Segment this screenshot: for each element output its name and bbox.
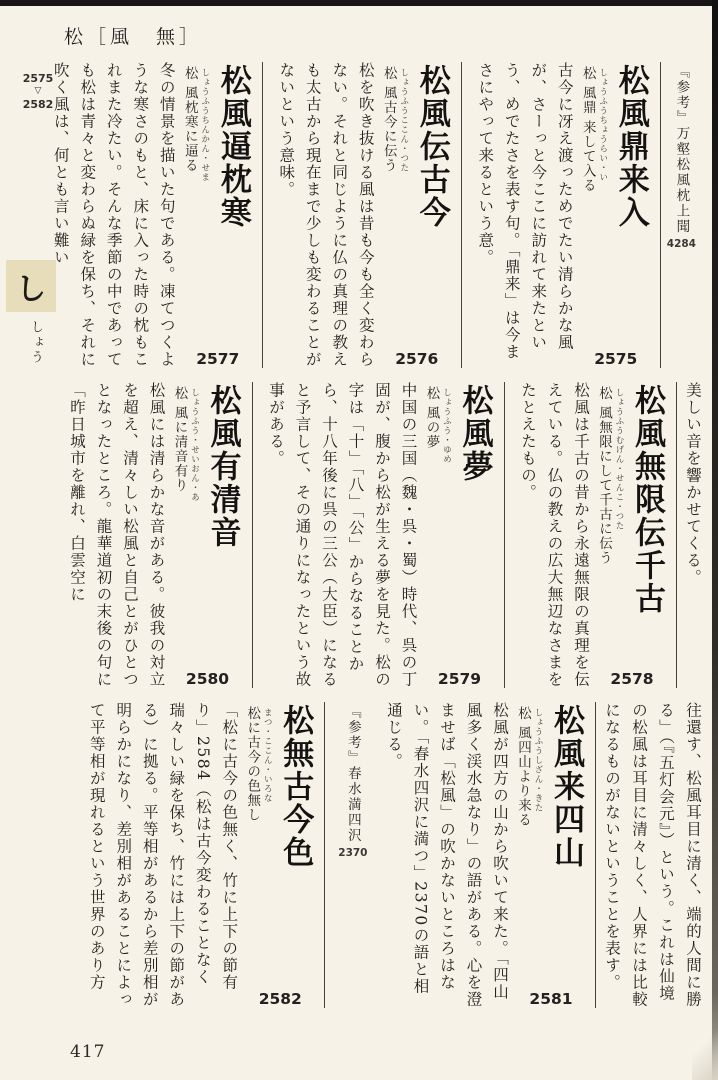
entry-2582-head <box>242 702 318 1008</box>
reference-number: 2370 <box>338 846 368 859</box>
furigana: しょうふうしざん・きた <box>533 708 543 813</box>
headword: 松風来四山 <box>548 704 584 869</box>
reference-label: 『参考』春水満四沢 <box>344 704 361 844</box>
page-number: 417 <box>70 1042 106 1062</box>
entry-number: 2578 <box>610 670 654 688</box>
entry-2576-head-cluster <box>379 62 455 346</box>
entry-2580 <box>54 382 253 688</box>
entry-2576 <box>263 62 462 368</box>
reference-number: 4284 <box>666 237 696 250</box>
entry-range-end: 2582 <box>22 98 54 111</box>
reference-label: 『参考』万壑松風枕上聞 <box>673 64 690 235</box>
entry-2575-head <box>578 62 654 368</box>
entry-range-start: 2575 <box>22 72 54 85</box>
entry-2582-head-cluster <box>242 702 318 986</box>
entry-body-text: 「松に古今の色無く、竹に上下の節有り」2584（松は古今変わることなく瑞々しい緑を保ち、竹には上下の節がある）に拠る。平等相があるから差別相が明らかになり、差別相があることによって平等相が現れるという世界のあり方 <box>87 702 239 1008</box>
entry-number: 2577 <box>196 350 240 368</box>
entry-2579-head-cluster <box>422 382 498 666</box>
furigana: しょうふうむげん・せんこ・つた <box>614 388 624 531</box>
headword: 松無古今色 <box>277 704 314 869</box>
entry-number: 2582 <box>258 990 302 1008</box>
entry-2578-head <box>594 382 670 688</box>
range-arrow-icon: ▽ <box>34 86 42 96</box>
reading: 松に古今の色無し <box>244 706 261 822</box>
scan-edge-right <box>712 0 718 1080</box>
reading: 松 風鼎 来して入る <box>579 66 596 193</box>
index-tab-reading: しょう <box>28 320 43 365</box>
entry-2577-head <box>180 62 256 368</box>
entry-body-text: 古今に冴え渡っためでたい清らかな風が、さーっと今ここに訪れて来たという、めでたさを表す句。「鼎来」は今まさにやって来るという意。 <box>476 62 574 361</box>
reading-wrap <box>422 386 453 666</box>
reading: 松 風に清音有り <box>171 386 188 493</box>
reading-wrap <box>242 706 273 986</box>
entry-2578-head-cluster <box>594 382 670 666</box>
entry-2579-head <box>422 382 498 688</box>
entry-body-text: 中国の三国（魏・呉・蜀）時代、呉の丁固が、腹から松が生える夢を見た。松の字は「十」「八」「公」からなることから、十八年後に呉の三公（大臣）になると予言して、その通りになったという故事がある。 <box>267 382 418 688</box>
headword: 松風有清音 <box>204 384 241 549</box>
headword: 松風夢 <box>456 384 493 483</box>
entry-2581-head-cluster <box>513 702 589 986</box>
entry-number: 2576 <box>395 350 439 368</box>
entry-2580-head <box>170 382 246 688</box>
entry-2577-head-cluster <box>180 62 256 346</box>
entry-body-text: 松風は千古の昔から永遠無限の真理を伝えている。仏の教えの広大無辺なさまをたとえたもの。 <box>519 382 590 688</box>
entry-body-text: 松風が四方の山から吹いて来た。「四山風多く渓水急なり」の語がある。心を澄ませば「松風」の吹かないところはない。「春水四沢に満つ」2370の語と相通じる。 <box>385 702 509 1008</box>
reading-wrap <box>170 386 201 666</box>
band-3 <box>62 702 708 1008</box>
reading: 松 風枕寒に逼る <box>181 66 198 173</box>
entry-body-text: 冬の情景を描いた句である。凍てつくような寒さのもと、床に入った時の枕もこれまた冷たい。そんな季節の中であっても松は青々と変わらぬ緑を保ち、それに吹く風は、何とも言い難い <box>51 62 176 368</box>
entry-body-text: 松を吹き抜ける風は昔も今も全く変わらない。それと同じように仏の真理の教えも太古から現在まで少しも変わることがないという意味。 <box>277 62 375 368</box>
furigana: しょうふう・せいおん・あ <box>189 388 200 502</box>
entry-body-text: 松風には清らかな音がある。彼我の対立を超え、清々しい松風と自己とがひとつとなったところ。龍華道初の末後の句に「昨日城市を離れ、白雲空に <box>68 382 166 688</box>
entry-number: 2575 <box>594 350 638 368</box>
furigana: しょうふう・ゆめ <box>441 388 452 464</box>
entry-2576-head <box>379 62 455 368</box>
entry-2575-head-cluster <box>578 62 654 346</box>
entry-number: 2579 <box>437 670 482 688</box>
reading: 松 風四山より来る <box>515 706 531 828</box>
reference-top <box>667 64 696 368</box>
scan-edge-top <box>0 0 718 6</box>
entry-2578 <box>505 382 678 688</box>
entry-number: 2581 <box>529 990 573 1008</box>
band-2 <box>62 382 708 688</box>
continuation-text: 美しい音を響かせてくる。 <box>684 382 702 586</box>
entry-2577 <box>37 62 263 368</box>
headword: 松風鼎来入 <box>612 64 649 229</box>
furigana: しょうふうちょうらい・い <box>597 68 608 182</box>
continuation-text: 往還す、松風耳目に清く、端的人間に勝る」（『五灯会元』）という。これは仙境の松風は耳目に清々しく、人界には比較になるものがないということを表す。 <box>603 702 702 1008</box>
entry-2581-head <box>513 702 589 1008</box>
reading-wrap <box>379 66 410 346</box>
entry-2582 <box>73 702 325 1008</box>
reference-2581 <box>338 704 367 1008</box>
entry-2580-head-cluster <box>170 382 246 666</box>
index-tab: し <box>6 260 56 312</box>
reading-wrap <box>594 386 625 666</box>
furigana: しょうふうここん・つた <box>398 68 409 173</box>
headword: 松風無限伝千古 <box>629 384 665 615</box>
furigana: まつ・ここん・いろな <box>262 708 273 803</box>
reading: 松 風無限にして千古に伝う <box>596 386 612 566</box>
content-area <box>51 62 708 1040</box>
entry-2579 <box>253 382 505 688</box>
reading-wrap <box>578 66 609 346</box>
reading: 松 風古今に伝う <box>380 66 397 173</box>
entry-2575 <box>462 62 661 368</box>
guide-header: 松［風 無］ <box>64 26 203 48</box>
furigana: しょうふうちんかん・せま <box>199 68 210 182</box>
reading-wrap <box>180 66 211 346</box>
band-1 <box>51 62 708 368</box>
reading: 松 風の夢 <box>423 386 440 450</box>
headword: 松風逼枕寒 <box>214 64 251 229</box>
headword: 松風伝古今 <box>413 64 450 229</box>
reading-wrap <box>513 706 544 986</box>
entry-2581 <box>325 702 596 1008</box>
entry-number: 2580 <box>185 670 230 688</box>
